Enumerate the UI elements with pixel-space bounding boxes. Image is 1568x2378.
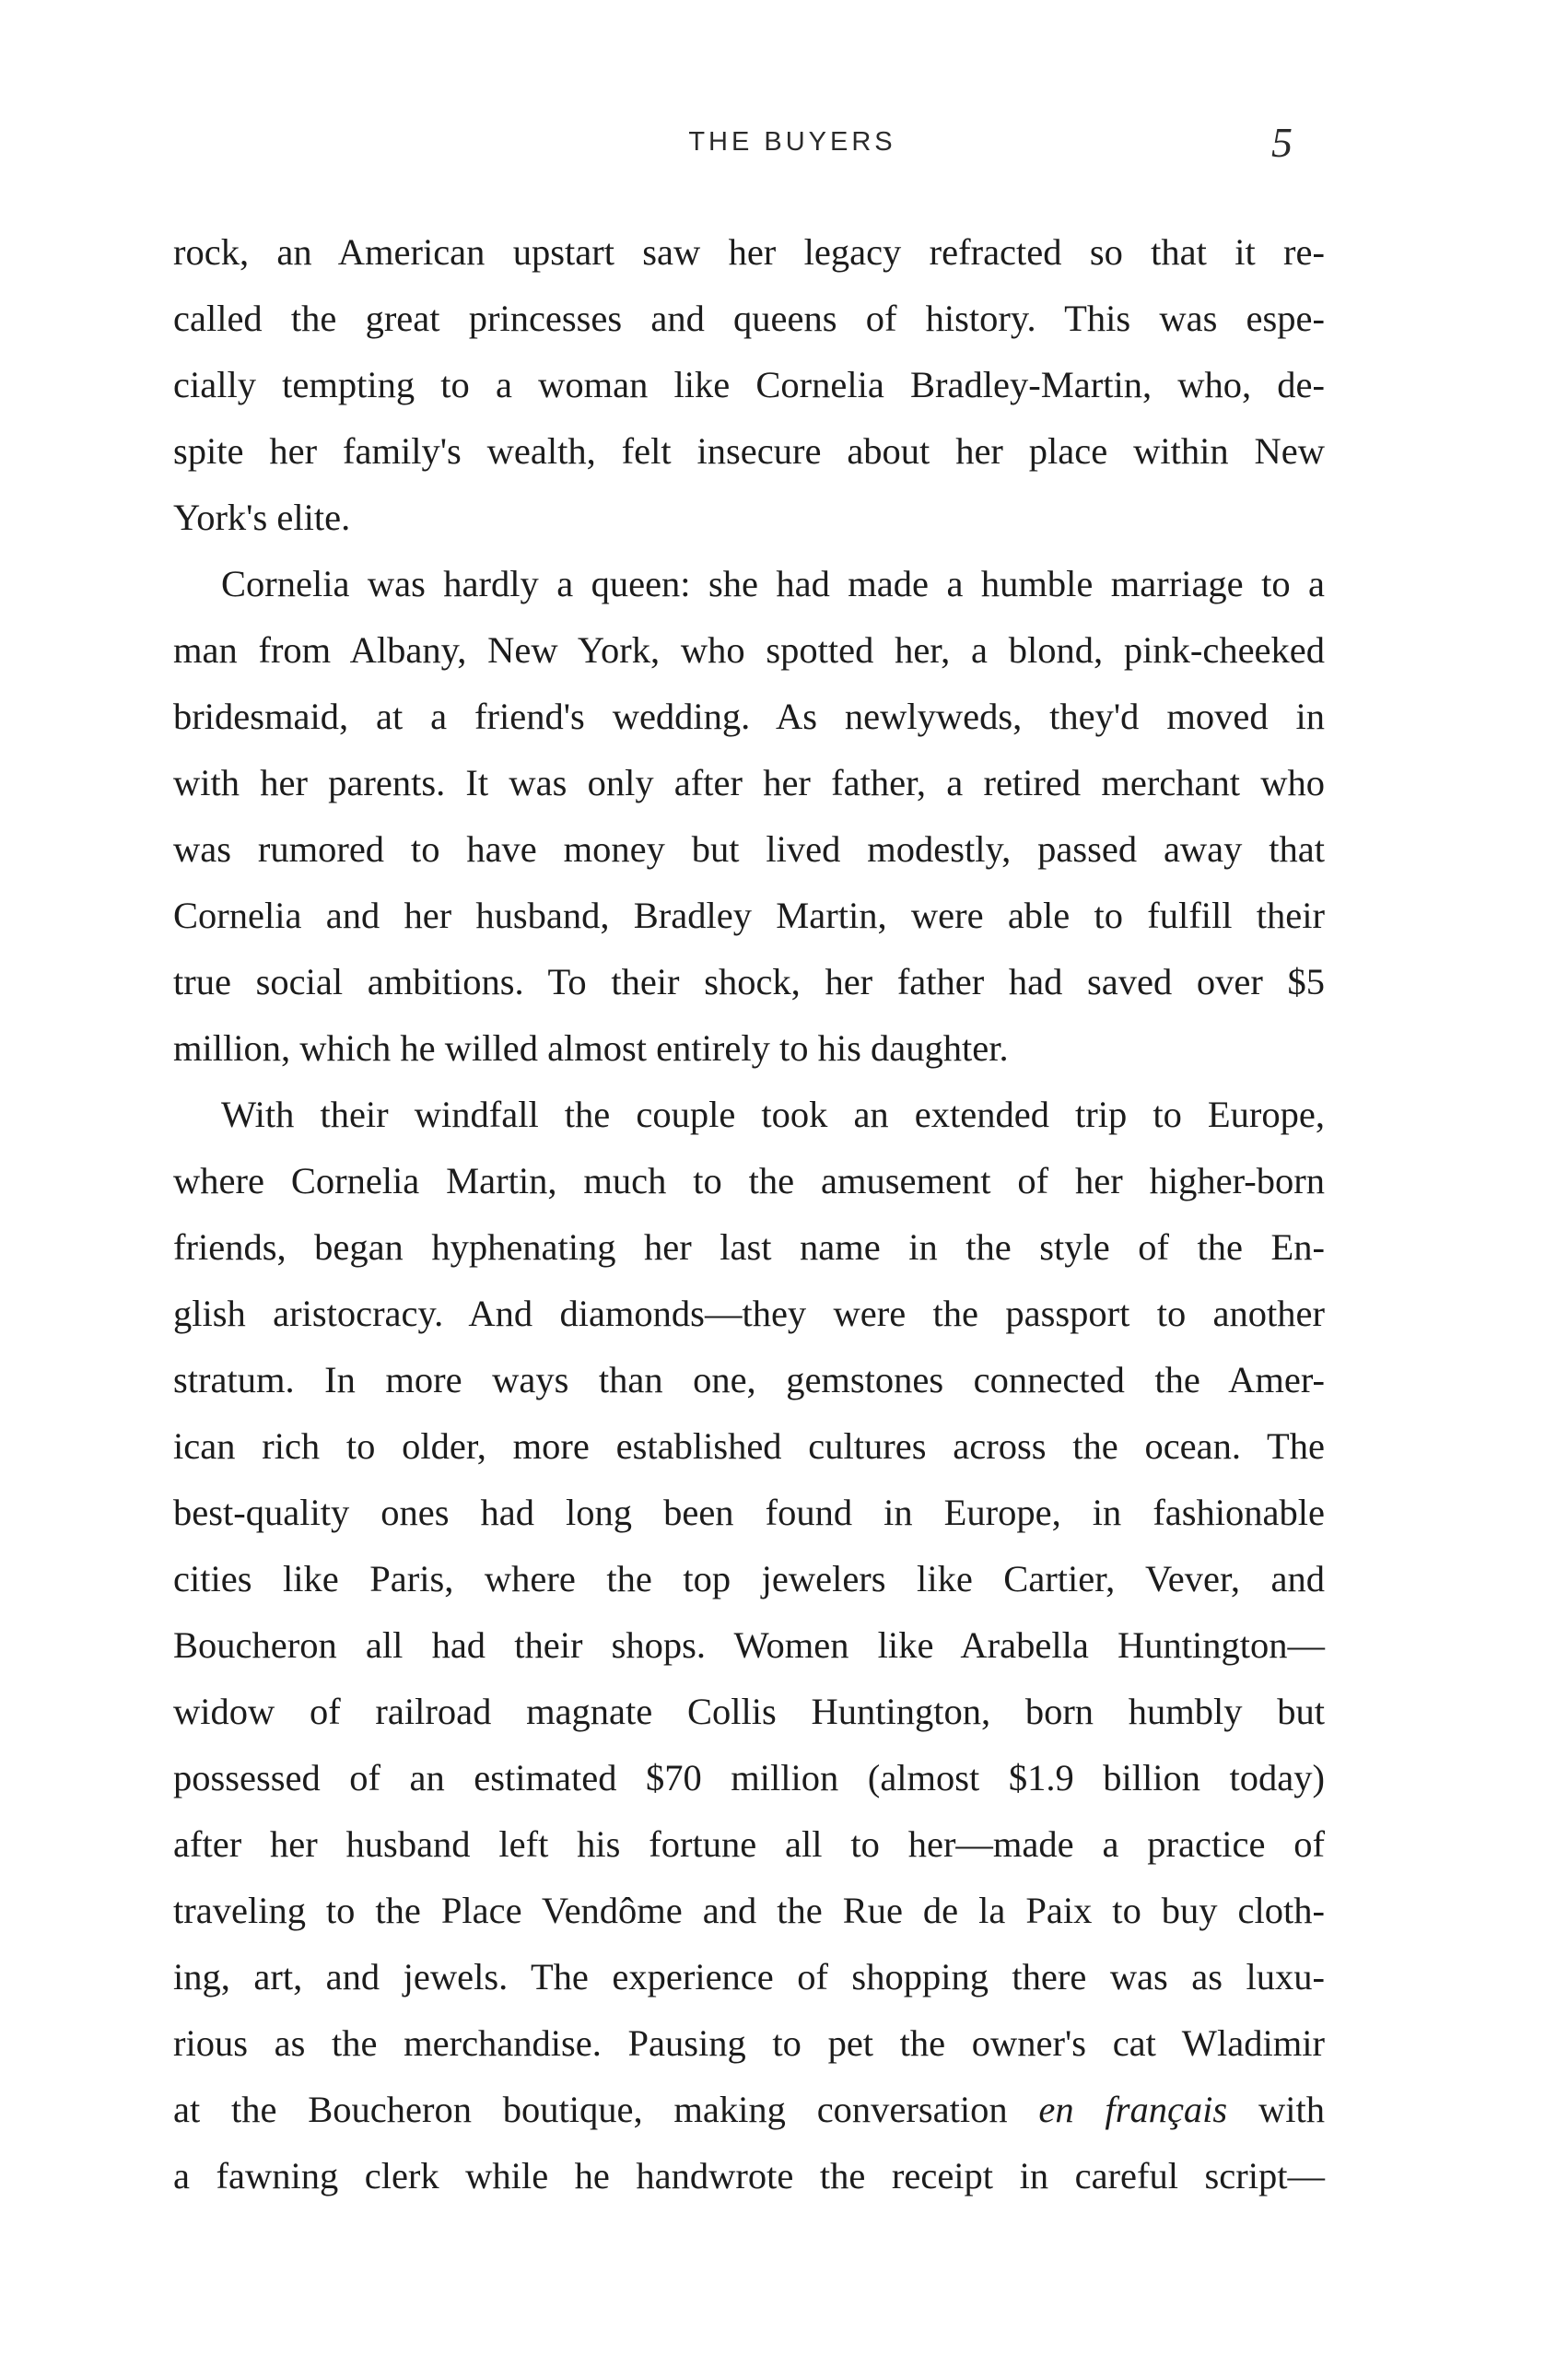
text-segment: with	[1227, 2089, 1325, 2130]
text-line: with her parents. It was only after her father, a retired merchant who	[173, 762, 1325, 803]
text-line: Cornelia was hardly a queen: she had made a humble marriage to a	[221, 563, 1325, 604]
text-line: Cornelia and her husband, Bradley Martin, were able to fulfill their	[173, 895, 1325, 936]
running-head: THE BUYERS	[688, 127, 896, 157]
text-line: cially tempting to a woman like Cornelia Bradley-Martin, who, de-	[173, 364, 1325, 405]
text-line: called the great princesses and queens of history. This was espe-	[173, 298, 1325, 339]
text-line: ican rich to older, more established cultures across the ocean. The	[173, 1425, 1325, 1467]
text-line-with-italic	[173, 2077, 1325, 2143]
text-line: With their windfall the couple took an extended trip to Europe,	[221, 1094, 1325, 1135]
text-segment: at the Boucheron boutique, making conversation	[173, 2089, 1039, 2130]
text-line: cities like Paris, where the top jewelers like Cartier, Vever, and	[173, 1558, 1325, 1599]
text-line: spite her family's wealth, felt insecure about her place within New	[173, 430, 1325, 472]
text-line: traveling to the Place Vendôme and the Rue de la Paix to buy cloth-	[173, 1890, 1325, 1931]
text-line: York's elite.	[173, 497, 351, 538]
text-line: bridesmaid, at a friend's wedding. As newlyweds, they'd moved in	[173, 696, 1325, 737]
text-line: true social ambitions. To their shock, her father had saved over $5	[173, 961, 1325, 1002]
text-line: where Cornelia Martin, much to the amusement of her higher-born	[173, 1160, 1325, 1201]
text-line: friends, began hyphenating her last name in the style of the En-	[173, 1226, 1325, 1268]
page-number: 5	[1271, 119, 1293, 166]
text-line: rock, an American upstart saw her legacy refracted so that it re-	[173, 231, 1325, 273]
text-line: Boucheron all had their shops. Women like Arabella Huntington—	[173, 1624, 1325, 1666]
text-line: stratum. In more ways than one, gemstones connected the Amer-	[173, 1359, 1325, 1400]
text-line: was rumored to have money but lived modestly, passed away that	[173, 828, 1325, 870]
text-line: possessed of an estimated $70 million (almost $1.9 billion today)	[173, 1757, 1325, 1798]
body-text	[173, 219, 1325, 2209]
text-line: glish aristocracy. And diamonds—they were the passport to another	[173, 1293, 1325, 1334]
text-line: man from Albany, New York, who spotted her, a blond, pink-cheeked	[173, 629, 1325, 671]
paragraph-3	[173, 1082, 1325, 2209]
italic-phrase: en français	[1038, 2089, 1228, 2130]
text-line: ing, art, and jewels. The experience of shopping there was as luxu-	[173, 1956, 1325, 1997]
text-line: best-quality ones had long been found in Europe, in fashionable	[173, 1492, 1325, 1533]
text-line: a fawning clerk while he handwrote the receipt in careful script—	[173, 2155, 1325, 2196]
paragraph-1	[173, 219, 1325, 551]
paragraph-2	[173, 551, 1325, 1082]
text-line: after her husband left his fortune all to her—made a practice of	[173, 1823, 1325, 1865]
text-line: million, which he willed almost entirely to his daughter.	[173, 1027, 1009, 1069]
text-line: widow of railroad magnate Collis Huntington, born humbly but	[173, 1691, 1325, 1732]
text-line: rious as the merchandise. Pausing to pet the owner's cat Wladimir	[173, 2022, 1325, 2064]
